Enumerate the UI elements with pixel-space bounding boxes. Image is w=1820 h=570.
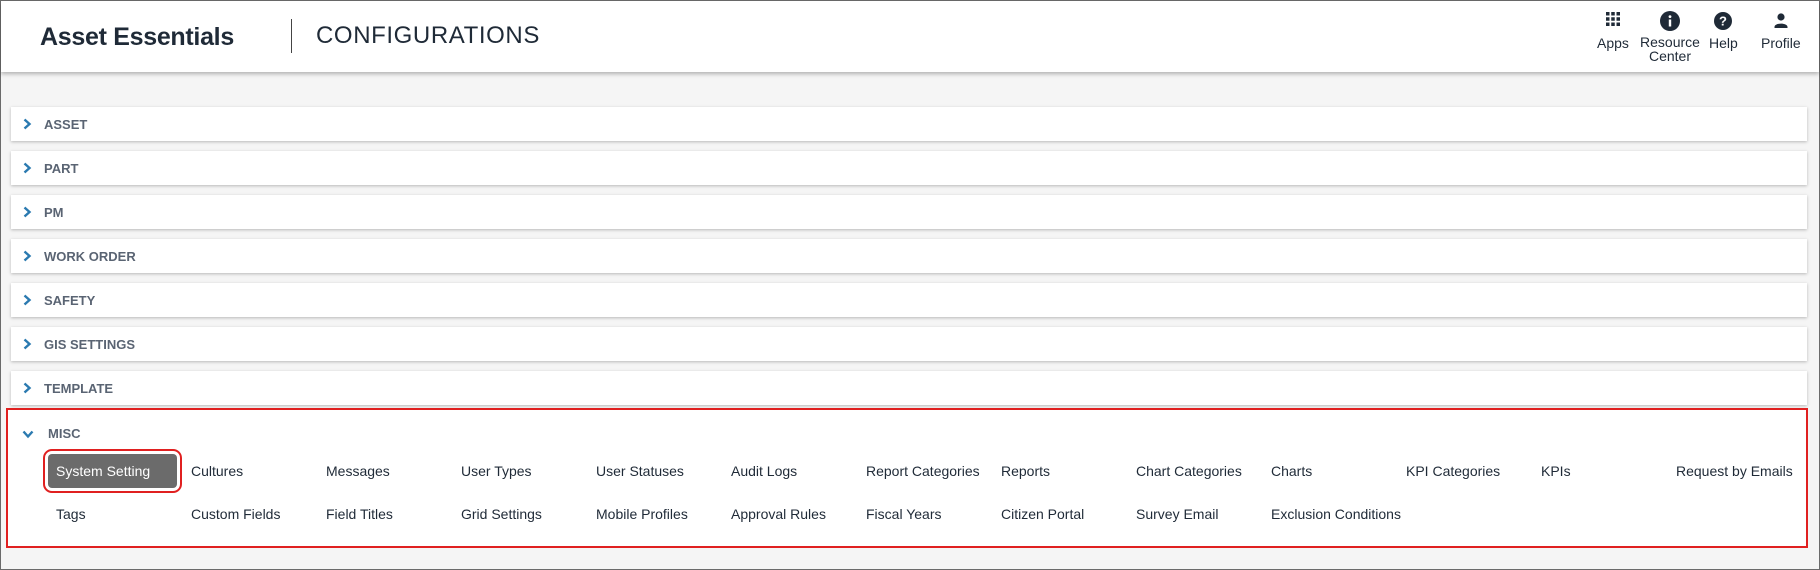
section-gis-settings xyxy=(11,327,1807,361)
app-header xyxy=(1,1,1819,72)
section-label: TEMPLATE xyxy=(44,381,114,396)
apps-grid-icon xyxy=(1605,11,1621,27)
header-divider xyxy=(291,19,292,53)
person-icon xyxy=(1771,11,1791,31)
help-icon xyxy=(1713,11,1733,31)
resource-label-line2: Center xyxy=(1648,48,1692,64)
resource-center-button[interactable] xyxy=(1639,11,1701,63)
section-template xyxy=(11,371,1807,405)
section-part xyxy=(11,151,1807,185)
misc-item-charts[interactable]: Charts xyxy=(1271,463,1313,479)
misc-item-user-statuses[interactable]: User Statuses xyxy=(596,463,684,479)
chevron-right-icon xyxy=(21,162,33,174)
chevron-right-icon xyxy=(21,382,33,394)
misc-item-kpis[interactable]: KPIs xyxy=(1541,463,1571,479)
misc-item-survey-email[interactable]: Survey Email xyxy=(1136,506,1219,522)
profile-button[interactable] xyxy=(1761,11,1801,50)
section-misc-header[interactable] xyxy=(8,410,1806,440)
misc-item-tags[interactable]: Tags xyxy=(56,506,86,522)
misc-item-cultures[interactable]: Cultures xyxy=(191,463,244,479)
section-work-order xyxy=(11,239,1807,273)
help-button[interactable] xyxy=(1709,11,1738,50)
help-label: Help xyxy=(1709,35,1738,51)
misc-item-report-categories[interactable]: Report Categories xyxy=(866,463,980,479)
chevron-down-icon xyxy=(22,428,34,440)
section-pm-header[interactable] xyxy=(11,195,1807,229)
misc-item-grid-settings[interactable]: Grid Settings xyxy=(461,506,542,522)
misc-item-messages[interactable]: Messages xyxy=(326,463,390,479)
section-label: PART xyxy=(44,161,79,176)
svg-text:?: ? xyxy=(1719,13,1728,29)
misc-item-citizen-portal[interactable]: Citizen Portal xyxy=(1001,506,1085,522)
section-label: SAFETY xyxy=(44,293,96,308)
section-pm xyxy=(11,195,1807,229)
section-asset xyxy=(11,107,1807,141)
misc-item-fiscal-years[interactable]: Fiscal Years xyxy=(866,506,942,522)
misc-item-approval-rules[interactable]: Approval Rules xyxy=(731,506,826,522)
misc-item-exclusion-conditions[interactable]: Exclusion Conditions xyxy=(1271,506,1401,522)
section-template-header[interactable] xyxy=(11,371,1807,405)
section-asset-header[interactable] xyxy=(11,107,1807,141)
section-part-header[interactable] xyxy=(11,151,1807,185)
chevron-right-icon xyxy=(21,294,33,306)
misc-item-chart-categories[interactable]: Chart Categories xyxy=(1136,463,1242,479)
profile-label: Profile xyxy=(1761,35,1801,51)
chevron-right-icon xyxy=(21,338,33,350)
resource-label-line1: Resource xyxy=(1640,34,1700,50)
page-title: CONFIGURATIONS xyxy=(316,22,540,49)
info-icon xyxy=(1660,11,1680,31)
section-misc xyxy=(6,408,1808,548)
brand-logo[interactable]: Asset Essentials xyxy=(40,23,234,51)
chevron-right-icon xyxy=(21,118,33,130)
apps-button[interactable] xyxy=(1597,11,1629,50)
section-safety-header[interactable] xyxy=(11,283,1807,317)
misc-item-user-types[interactable]: User Types xyxy=(461,463,532,479)
misc-item-field-titles[interactable]: Field Titles xyxy=(326,506,393,522)
section-label: ASSET xyxy=(44,117,88,132)
misc-item-system-setting[interactable]: System Setting xyxy=(48,454,177,488)
section-label: WORK ORDER xyxy=(44,249,136,264)
apps-label: Apps xyxy=(1597,35,1629,51)
misc-item-kpi-categories[interactable]: KPI Categories xyxy=(1406,463,1501,479)
section-label: MISC xyxy=(48,426,81,441)
section-label: PM xyxy=(44,205,64,220)
misc-item-reports[interactable]: Reports xyxy=(1001,463,1051,479)
misc-item-mobile-profiles[interactable]: Mobile Profiles xyxy=(596,506,688,522)
section-label: GIS SETTINGS xyxy=(44,337,136,352)
section-safety xyxy=(11,283,1807,317)
misc-item-custom-fields[interactable]: Custom Fields xyxy=(191,506,281,522)
chevron-right-icon xyxy=(21,206,33,218)
misc-item-audit-logs[interactable]: Audit Logs xyxy=(731,463,798,479)
misc-item-request-by-emails[interactable]: Request by Emails xyxy=(1676,463,1793,479)
chevron-right-icon xyxy=(21,250,33,262)
section-work-order-header[interactable] xyxy=(11,239,1807,273)
section-gis-settings-header[interactable] xyxy=(11,327,1807,361)
